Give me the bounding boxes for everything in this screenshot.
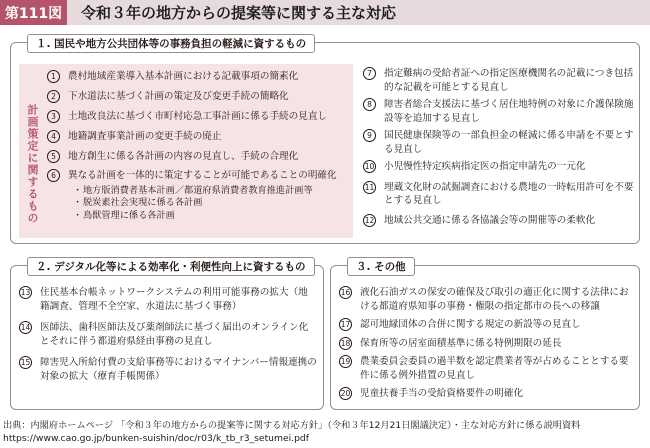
item-number: 6 [47, 169, 60, 182]
item-number: 18 [340, 338, 351, 348]
list-item [19, 321, 317, 348]
section-3-list [339, 286, 635, 401]
item-text: 児童扶養手当の受給資格要件の明確化 [360, 388, 524, 399]
item-text: 農業委員会委員の過半数を認定農業者等が占めることとする要件に係る例外措置の見直し [360, 356, 629, 381]
sub-item-text: 地方版消費者基本計画／都道府県消費者教育推進計画等 [83, 184, 313, 196]
item-number: 4 [47, 130, 60, 143]
item-text: 国民健康保険等の一部負担金の軽減に係る申請を不要とする見直し [384, 130, 634, 155]
item-number: 17 [340, 320, 351, 329]
item-number: 8 [363, 98, 376, 111]
item-number: 15 [20, 358, 31, 367]
item-text: 液化石油ガスの保安の確保及び取引の適正化に関する法律における都道府県知事の事務・権限の指定都市の長への移譲 [360, 287, 629, 312]
figure-title-bar [0, 0, 650, 25]
item-number: 11 [364, 182, 375, 192]
item-number: 16 [340, 288, 351, 297]
list-item [339, 337, 635, 351]
planning-list [47, 70, 349, 222]
section-1-right-list [363, 67, 635, 227]
item-text: 障害児入所給付費の支給事務等におけるマイナンバー情報連携の対象の拡大（療育手帳関係） [40, 357, 317, 382]
item-number: 12 [364, 215, 375, 225]
item-text: 埋蔵文化財の試掘調査における農地の一時転用許可を不要とする見直し [384, 181, 634, 206]
item-text: 土地改良法に基づく市町村応急工事計画に係る手続の見直し [68, 110, 328, 122]
section-1-box [10, 38, 640, 244]
sub-list-item [47, 210, 349, 223]
item-number: 5 [47, 150, 60, 163]
item-number: 10 [364, 162, 375, 171]
list-item [47, 169, 349, 183]
source-url: https://www.cao.go.jp/bunken-suishin/doc/r03/k_tb_r3_setumei.pdf [3, 433, 309, 444]
item-text: 小児慢性特定疾病指定医の指定申請先の一元化 [384, 161, 586, 172]
sub-list-item [47, 185, 349, 198]
item-number: 3 [47, 110, 60, 123]
item-number: 1 [47, 70, 60, 83]
list-item [47, 110, 349, 124]
section-2-box [10, 261, 324, 410]
section-1-heading: １. 国民や地方公共団体等の事務負担の軽減に資するもの [27, 34, 315, 53]
bullet-dot-icon: ・ [73, 197, 83, 209]
list-item [47, 130, 349, 144]
list-item [47, 150, 349, 164]
list-item [339, 387, 635, 401]
item-number: 19 [340, 357, 351, 366]
item-text: 地方創生に係る各計画の内容の見直し、手続の合理化 [68, 150, 299, 162]
sub-item-text: 脱炭素社会実現に係る各計画 [83, 197, 203, 209]
section-3-box [330, 261, 640, 410]
list-item [363, 67, 635, 94]
sub-item-text: 鳥獣管理に係る各計画 [83, 209, 175, 221]
list-item [339, 286, 635, 313]
item-text: 地域公共交通に係る各協議会等の開催等の柔軟化 [384, 214, 596, 226]
list-item [363, 160, 635, 174]
item-number: 7 [363, 67, 376, 80]
planning-panel [19, 64, 353, 238]
item-text: 異なる計画を一体的に策定することが可能であることの明確化 [68, 170, 337, 182]
item-number: 20 [340, 389, 351, 398]
list-item [47, 90, 349, 104]
item-text: 指定難病の受給者証への指定医療機関名の記載につき包括的な記載を可能とする見直し [384, 68, 634, 93]
list-item [363, 98, 635, 125]
item-text: 地籍調査事業計画の変更手続の廃止 [68, 130, 222, 142]
item-text: 医師法、歯科医師法及び薬剤師法に基づく届出のオンライン化とそれに伴う都道府県経由事務の見直し [40, 322, 309, 347]
item-text: 障害者総合支援法に基づく居住地特例の対象に介護保険施設等を追加する見直し [384, 99, 634, 124]
list-item [19, 286, 317, 313]
list-item [363, 129, 635, 156]
list-item [363, 214, 635, 228]
item-number: 13 [20, 288, 31, 297]
list-item [363, 181, 635, 208]
bullet-dot-icon: ・ [73, 184, 83, 196]
source-note [3, 419, 580, 445]
source-text: 出典：内閣府ホームページ 「令和３年の地方からの提案等に関する対応方針」（令和３年12月21日閣議決定）・主な対応方針に係る説明資料 [3, 420, 581, 431]
item-text: 保育所等の居室面積基準に係る特例期限の延長 [360, 337, 562, 349]
list-item [47, 70, 349, 84]
list-item [19, 356, 317, 383]
sub-list-item [47, 197, 349, 210]
item-number: 9 [363, 129, 376, 142]
item-text: 下水道法に基づく計画の策定及び変更手続の簡略化 [68, 90, 289, 102]
section-2-list [19, 286, 317, 383]
planning-side-label: 計画策定に関するもの [26, 104, 39, 224]
item-number: 14 [20, 323, 31, 332]
item-text: 農村地域産業導入基本計画における記載事項の簡素化 [68, 71, 299, 82]
figure-title: 令和３年の地方からの提案等に関する主な対応 [81, 4, 397, 22]
section-2-heading: ２. デジタル化等による効率化・利便性向上に資するもの [27, 257, 315, 276]
list-item [339, 355, 635, 382]
figure-number-badge: 第111図 [0, 0, 67, 25]
bullet-dot-icon: ・ [73, 209, 83, 221]
item-number: 2 [47, 90, 60, 103]
item-text: 住民基本台帳ネットワークシステムの利用可能事務の拡大（地籍調査、管理不全空家、水道法に基づく事務） [40, 287, 308, 312]
item-text: 認可地縁団体の合併に関する規定の新設等の見直し [360, 319, 581, 330]
list-item [339, 318, 635, 332]
section-3-heading: ３. その他 [347, 257, 415, 276]
